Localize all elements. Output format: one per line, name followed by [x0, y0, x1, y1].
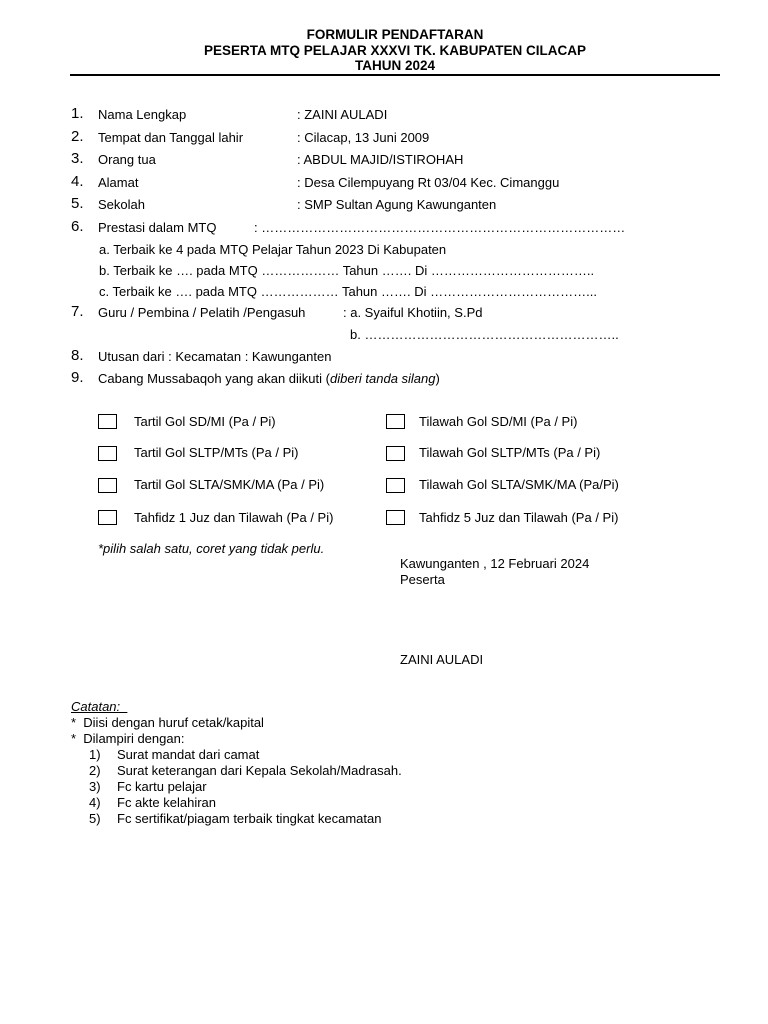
field-label-achievement: Prestasi dalam MTQ — [98, 220, 217, 235]
field-number: 4. — [71, 173, 84, 190]
field-number: 6. — [71, 218, 84, 235]
attachment-number: 1) — [89, 747, 101, 762]
field-category-prompt: Cabang Mussabaqoh yang akan diikuti (diberi tanda silang) — [98, 371, 440, 386]
field-label-school: Sekolah — [98, 197, 145, 212]
achievement-item-b: b. Terbaik ke …. pada MTQ ……………… Tahun ……. Di ……………………………….. — [99, 263, 595, 278]
attachment-item: Fc sertifikat/piagam terbaik tingkat kecamatan — [117, 811, 382, 826]
notes-title: Catatan: — [71, 699, 128, 714]
field-number: 8. — [71, 347, 84, 364]
field-label-name: Nama Lengkap — [98, 107, 187, 122]
field-value-name: : ZAINI AULADI — [297, 107, 388, 122]
header-divider — [70, 74, 720, 76]
field-label-birth: Tempat dan Tanggal lahir — [98, 130, 244, 145]
achievement-item-c: c. Terbaik ke …. pada MTQ ……………… Tahun ……. Di ………………………………... — [99, 284, 597, 299]
field-label-address: Alamat — [98, 175, 139, 190]
checkbox-tahfidz-5juz[interactable] — [386, 510, 405, 525]
form-subtitle: PESERTA MTQ PELAJAR XXXVI TK. KABUPATEN CILACAP — [203, 43, 587, 58]
field-number: 2. — [71, 128, 84, 145]
option-label: Tilawah Gol SLTA/SMK/MA (Pa/Pi) — [419, 477, 619, 492]
field-value-teacher-a: : a. Syaiful Khotiin, S.Pd — [343, 305, 483, 320]
achievement-item-a: a. Terbaik ke 4 pada MTQ Pelajar Tahun 2023 Di Kabupaten — [99, 242, 447, 257]
attachment-item: Surat keterangan dari Kepala Sekolah/Madrasah. — [117, 763, 402, 778]
field-value-parents: : ABDUL MAJID/ISTIROHAH — [297, 152, 464, 167]
form-title: FORMULIR PENDAFTARAN — [306, 27, 484, 42]
field-number: 7. — [71, 303, 84, 320]
field-number: 5. — [71, 195, 84, 212]
attachment-number: 3) — [89, 779, 101, 794]
attachment-number: 2) — [89, 763, 101, 778]
signature-place-date: Kawunganten , 12 Februari 2024 — [400, 556, 590, 571]
field-delegation: Utusan dari : Kecamatan : Kawunganten — [98, 349, 332, 364]
field-label-parents: Orang tua — [98, 152, 156, 167]
field-value-school: : SMP Sultan Agung Kawunganten — [297, 197, 497, 212]
option-label: Tartil Gol SLTP/MTs (Pa / Pi) — [134, 445, 299, 460]
checkbox-tilawah-sltp[interactable] — [386, 446, 405, 461]
option-label: Tahfidz 5 Juz dan Tilawah (Pa / Pi) — [419, 510, 619, 525]
field-number: 1. — [71, 105, 84, 122]
option-label: Tilawah Gol SD/MI (Pa / Pi) — [419, 414, 578, 429]
option-label: Tartil Gol SLTA/SMK/MA (Pa / Pi) — [134, 477, 325, 492]
attachment-number: 4) — [89, 795, 101, 810]
attachment-number: 5) — [89, 811, 101, 826]
checkbox-tartil-slta[interactable] — [98, 478, 117, 493]
field-label-teacher: Guru / Pembina / Pelatih /Pengasuh — [98, 305, 306, 320]
option-label: Tilawah Gol SLTP/MTs (Pa / Pi) — [419, 445, 601, 460]
field-number: 9. — [71, 369, 84, 386]
attachment-item: Fc kartu pelajar — [117, 779, 207, 794]
checkbox-tahfidz-1juz[interactable] — [98, 510, 117, 525]
checkbox-tilawah-slta[interactable] — [386, 478, 405, 493]
signature-name: ZAINI AULADI — [400, 652, 484, 667]
field-value-teacher-b: b. ………………………………………………….. — [350, 327, 619, 342]
notes-bullet: * Diisi dengan huruf cetak/kapital — [71, 715, 264, 730]
form-year: TAHUN 2024 — [354, 58, 436, 73]
field-number: 3. — [71, 150, 84, 167]
field-value-address: : Desa Cilempuyang Rt 03/04 Kec. Cimanggu — [297, 175, 560, 190]
field-value-achievement: : ………………………………………………………………………… — [254, 220, 626, 235]
attachment-item: Surat mandat dari camat — [117, 747, 260, 762]
field-value-birth: : Cilacap, 13 Juni 2009 — [297, 130, 430, 145]
checkbox-tilawah-sd[interactable] — [386, 414, 405, 429]
signature-role: Peserta — [400, 572, 445, 587]
checkbox-tartil-sd[interactable] — [98, 414, 117, 429]
checkbox-tartil-sltp[interactable] — [98, 446, 117, 461]
option-label: Tartil Gol SD/MI (Pa / Pi) — [134, 414, 276, 429]
attachment-item: Fc akte kelahiran — [117, 795, 216, 810]
selection-note: *pilih salah satu, coret yang tidak perlu. — [98, 541, 325, 556]
notes-bullet: * Dilampiri dengan: — [71, 731, 185, 746]
option-label: Tahfidz 1 Juz dan Tilawah (Pa / Pi) — [134, 510, 334, 525]
